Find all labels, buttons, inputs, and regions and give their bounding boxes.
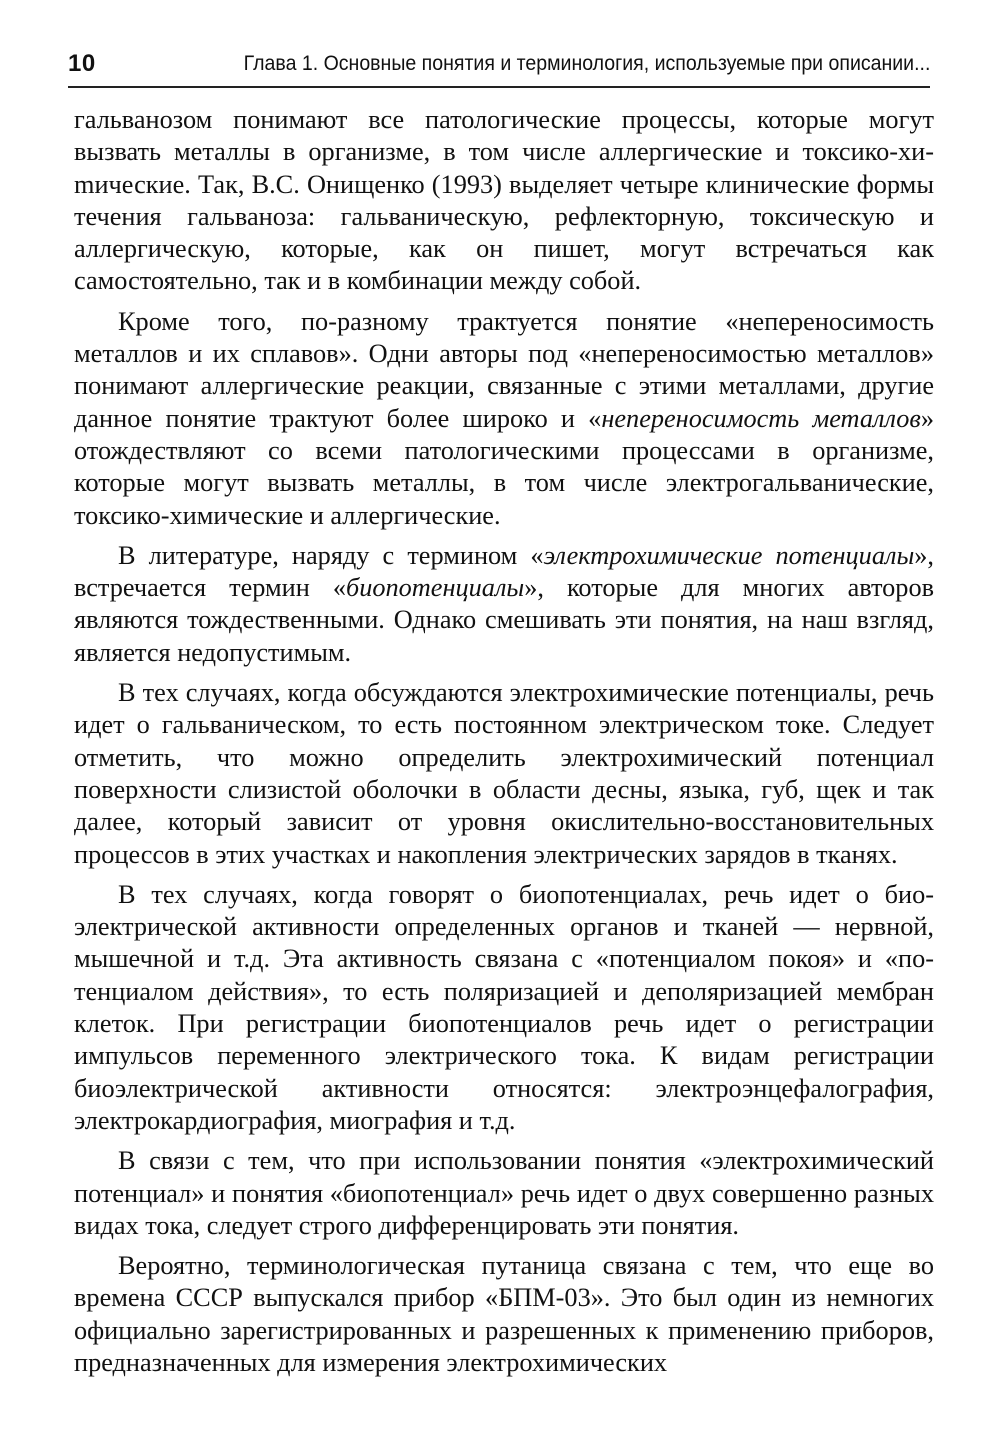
paragraph-5: В тех случаях, когда говорят о биопотенциалах, речь идет о биоэлектрической активности определенных органов и тканей — нервной, мышечной и т.д. Эта активность связана с «потенциалом покоя» и «потенциалом действия», то есть поляризацией и деполяризацией мембран клеток. При регистрации биопотенциалов речь идет о регистрации импульсов переменного электрического тока. К видам регистрации биоэлектрической активности относятся: электроэнцефалография, электрокардиография, миография и т.д. xyxy=(74,879,934,1135)
paragraph-3-text-c: », которые для многих авторов являются тождественными. Однако смешивать эти понятия, на наш взгляд, является недопустимым. xyxy=(74,573,935,667)
paragraph-7: Вероятно, терминологическая путаница связана с тем, что еще во времена СССР выпускался прибор «БПМ-03». Это был один из немногих официально зарегистрированных и разрешенных к применению приборов, предназначенных для измерения электрохимических xyxy=(74,1251,934,1377)
paragraph-3-text-a: В литературе, наряду с термином « xyxy=(118,540,544,570)
paragraph-2 xyxy=(74,306,934,532)
paragraph-2-italic-term: непереносимость металлов xyxy=(601,403,921,433)
paragraph-2-text-a: Кроме того, по-разному трактуется понятие «непереносимость металлов и их сплавов». Одни авторы под «непереносимостью металлов» понимают аллергические реакции, связанные с этими металлами, другие данное понятие трактуют более широко и « xyxy=(74,306,934,433)
body-text xyxy=(74,104,934,1379)
page-header xyxy=(68,46,930,88)
paragraph-3-text-b: », встречается термин « xyxy=(74,540,934,603)
paragraph-6: В связи с тем, что при использовании понятия «электрохимический потенциал» и понятия «биопотенциал» речь идет о двух совершенно разных видах тока, следует строго дифференцировать эти понятия. xyxy=(74,1146,934,1240)
running-title: Глава 1. Основные понятия и терминология, используемые при описании... xyxy=(243,52,930,75)
paragraph-3-italic-term-2: биопотенциалы xyxy=(345,573,525,603)
paragraph-3 xyxy=(74,540,934,669)
paragraph-2-text-b: » отождествляют со всеми патологическими процессами в организме, которые могут вызвать металлы, в том числе электрогальванические, токсико-химические и аллергические. xyxy=(74,403,934,530)
paragraph-3-italic-term-1: электрохимические потенциалы xyxy=(543,540,915,570)
page-number: 10 xyxy=(68,50,96,77)
paragraph-4: В тех случаях, когда обсуждаются электрохимические потенциалы, речь идет о гальваническом, то есть постоянном электрическом токе. Следует отметить, что можно определить электрохимический потенциал поверхности слизистой оболочки в области десны, языка, губ, щек и так далее, который зависит от уровня окислительно-восстановительных процессов в этих участках и накопления электрических зарядов в тканях. xyxy=(74,678,934,869)
paragraph-1: гальванозом понимают все патологические процессы, которые могут вызвать металлы в организме, в том числе аллергические и токсико-хиmические. Так, В.С. Онищенко (1993) выделяет четыре клинические формы течения гальваноза: гальваническую, рефлекторную, токсическую и аллергическую, которые, как он пишет, могут встречаться как самостоятельно, так и в комбинации между собой. xyxy=(74,105,934,296)
